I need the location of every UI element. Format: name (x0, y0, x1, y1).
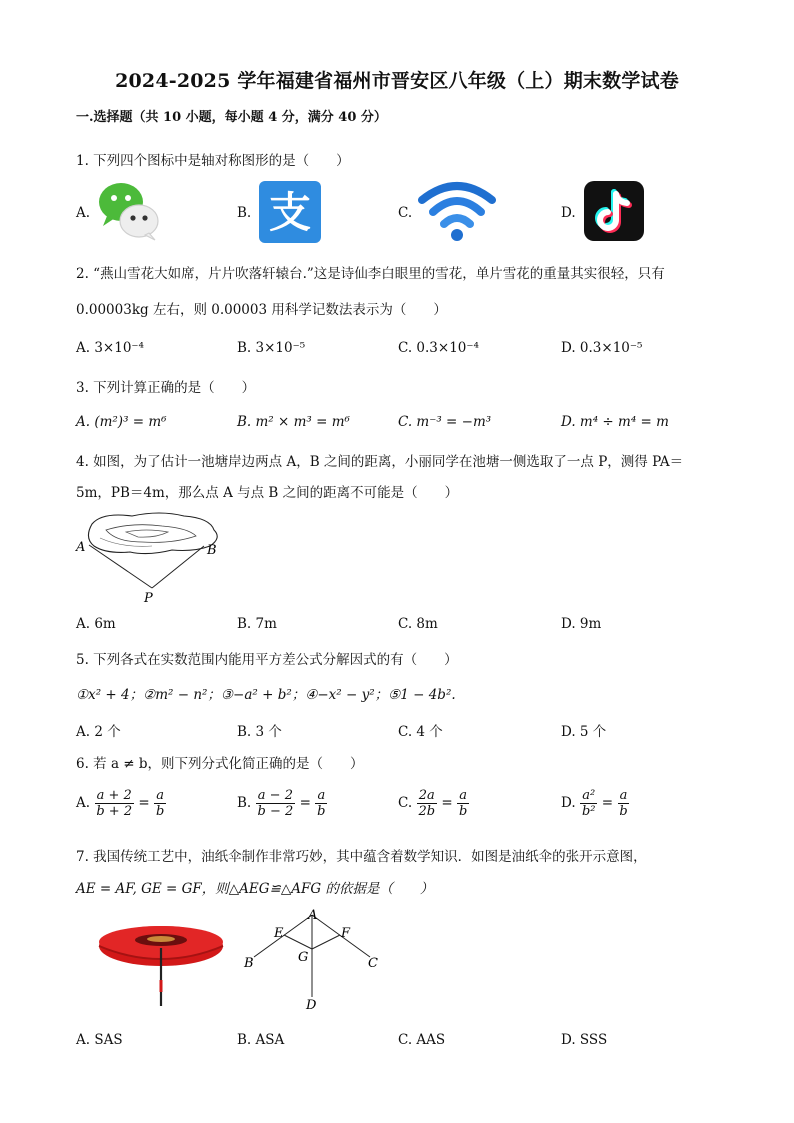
equals-sign: = (138, 795, 150, 811)
numerator: a (619, 788, 628, 803)
q5-expressions: ①x² + 4；②m² − n²；③−a² + b²；④−x² − y²；⑤1 − 4b². (76, 687, 456, 703)
fraction (315, 788, 327, 819)
denominator: b (458, 804, 468, 819)
q7-line-2: AE = AF, GE = GF，则△AEG≌△AFG 的依据是（ ） (76, 881, 434, 897)
numerator: a (459, 788, 467, 803)
q6-option-d-label: D. (561, 795, 576, 811)
fraction (580, 788, 598, 819)
point-b-label: B (207, 543, 217, 558)
denominator: b − 2 (257, 804, 294, 819)
q5-option-b: B. 3 个 (237, 724, 282, 740)
fraction (154, 788, 166, 819)
numerator: a − 2 (257, 788, 293, 803)
q2-line-1: 2. “燕山雪花大如席，片片吹落轩辕台.”这是诗仙李白眼里的雪花，单片雪花的重量其实很轻，只有 (76, 266, 665, 282)
q2-option-b: B. 3×10⁻⁵ (237, 340, 306, 356)
q2-option-a: A. 3×10⁻⁴ (76, 340, 144, 356)
q1-option-d-label: D. (561, 205, 576, 221)
equals-sign: = (441, 795, 453, 811)
q7-line-1: 7. 我国传统工艺中，油纸伞制作非常巧妙，其中蕴含着数学知识．如图是油纸伞的张开示意图， (76, 849, 647, 865)
alipay-glyph: 支 (268, 188, 312, 237)
q6-option-c (398, 788, 469, 819)
label-e: E (274, 926, 284, 941)
fraction (457, 788, 469, 819)
equals-sign: = (601, 795, 614, 811)
numerator: a + 2 (96, 788, 132, 803)
numerator: 2a (418, 788, 435, 803)
wechat-icon (95, 180, 163, 242)
label-a: A (308, 908, 318, 923)
denominator: b (317, 804, 326, 819)
fraction (256, 788, 296, 819)
q3-option-c: C. m⁻³ = −m³ (398, 414, 492, 430)
denominator: b (619, 804, 628, 819)
fraction (617, 788, 629, 819)
q7-option-a: A. SAS (76, 1032, 123, 1048)
q1-stem: 1. 下列四个图标中是轴对称图形的是（ ） (76, 153, 350, 169)
q4-line-2: 5m，PB＝4m，那么点 A 与点 B 之间的距离不可能是（ ） (76, 485, 459, 501)
numerator: a (317, 788, 326, 803)
q3-option-d: D. m⁴ ÷ m⁴ = m (561, 414, 669, 430)
q7-option-d: D. SSS (561, 1032, 608, 1048)
q4-option-a: A. 6m (76, 616, 116, 632)
q1-option-a-label: A. (76, 205, 91, 221)
wifi-icon (418, 178, 496, 244)
q6-stem: 6. 若 a ≠ b，则下列分式化简正确的是（ ） (76, 756, 364, 772)
q2-line-2: 0.00003kg 左右，则 0.00003 用科学记数法表示为（ ） (76, 302, 447, 318)
denominator: b² (581, 804, 596, 819)
tiktok-icon (583, 180, 645, 242)
q5-option-a: A. 2 个 (76, 724, 121, 740)
q2-option-c: C. 0.3×10⁻⁴ (398, 340, 479, 356)
denominator: b + 2 (96, 804, 133, 819)
q5-option-c: C. 4 个 (398, 724, 443, 740)
q6-option-a (76, 788, 166, 819)
q3-option-b: B. m² × m³ = m⁶ (237, 414, 350, 430)
label-g: G (298, 950, 309, 965)
q3-stem: 3. 下列计算正确的是（ ） (76, 380, 256, 396)
q4-option-b: B. 7m (237, 616, 277, 632)
fraction (94, 788, 134, 819)
page-title: 2024-2025 学年福建省福州市晋安区八年级（上）期末数学试卷 (115, 70, 679, 92)
q4-line-1: 4. 如图，为了估计一池塘岸边两点 A，B 之间的距离，小丽同学在池塘一侧选取了一点 P，测得 PA＝ (76, 454, 684, 470)
point-p-label: P (144, 591, 153, 606)
q6-option-b-label: B. (237, 795, 252, 811)
pond-diagram (72, 508, 232, 608)
label-b: B (244, 956, 254, 971)
q5-stem: 5. 下列各式在实数范围内能用平方差公式分解因式的有（ ） (76, 652, 458, 668)
q7-option-c: C. AAS (398, 1032, 446, 1048)
equals-sign: = (299, 795, 311, 811)
q4-option-c: C. 8m (398, 616, 438, 632)
q6-option-a-label: A. (76, 795, 91, 811)
q7-option-b: B. ASA (237, 1032, 285, 1048)
alipay-icon (258, 180, 322, 244)
label-c: C (368, 956, 378, 971)
q3-option-a: A. (m²)³ = m⁶ (76, 414, 167, 430)
q6-option-d (561, 788, 630, 819)
q1-option-c-label: C. (398, 205, 413, 221)
q6-option-c-label: C. (398, 795, 413, 811)
point-a-label: A (76, 540, 86, 555)
q4-option-d: D. 9m (561, 616, 602, 632)
umbrella-diagram (240, 905, 390, 1017)
numerator: a (156, 788, 165, 803)
umbrella-image (95, 918, 230, 1008)
label-d: D (306, 998, 317, 1013)
numerator: a² (582, 788, 596, 803)
section-heading: 一.选择题（共 10 小题，每小题 4 分，满分 40 分） (76, 110, 387, 125)
q1-option-b-label: B. (237, 205, 252, 221)
denominator: b (156, 804, 165, 819)
label-f: F (341, 926, 351, 941)
q6-option-b (237, 788, 328, 819)
denominator: 2b (418, 804, 436, 819)
q5-option-d: D. 5 个 (561, 724, 607, 740)
fraction (416, 788, 437, 819)
q2-option-d: D. 0.3×10⁻⁵ (561, 340, 643, 356)
